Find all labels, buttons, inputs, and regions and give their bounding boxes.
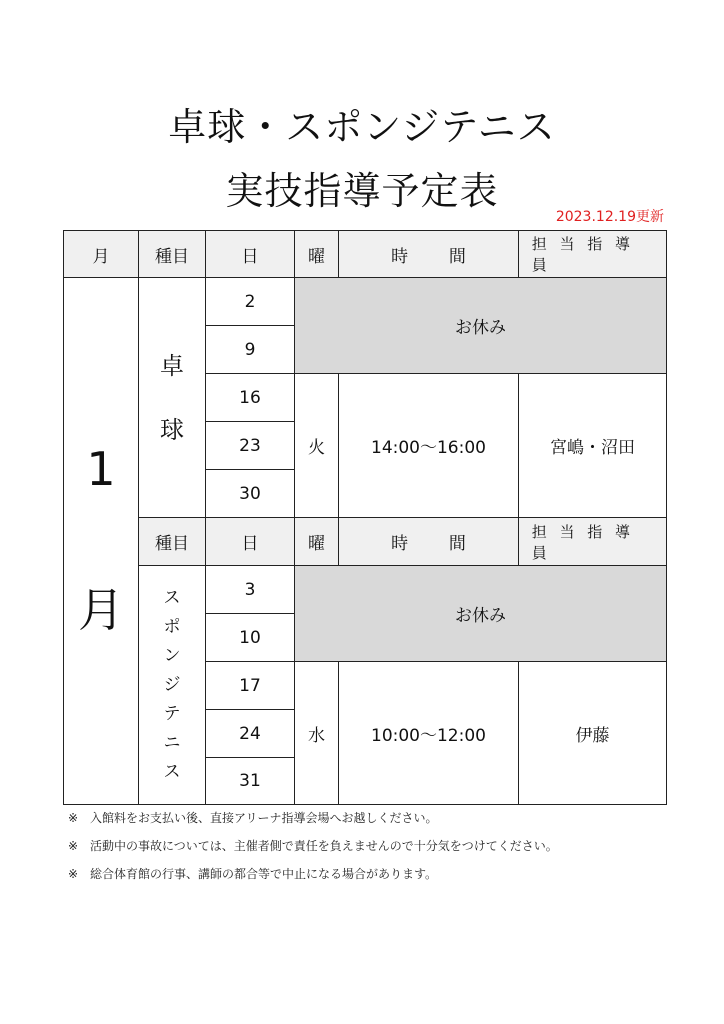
sport-table-tennis xyxy=(138,277,206,518)
day-cell: 10 xyxy=(205,613,295,662)
note-item xyxy=(68,808,558,836)
day-cell: 16 xyxy=(205,373,295,422)
sport-char: ス xyxy=(163,761,181,782)
header-weekday: 曜 xyxy=(294,517,339,566)
header-day: 日 xyxy=(205,230,295,278)
sport-sponge-tennis xyxy=(138,565,206,805)
sport-char: 卓 xyxy=(160,351,184,380)
note-mark: ※ xyxy=(68,811,79,825)
page-subtitle: 実技指導予定表 xyxy=(225,169,499,213)
sport-char: 球 xyxy=(160,415,184,444)
day-cell: 24 xyxy=(205,709,295,758)
holiday-cell: お休み xyxy=(294,277,667,374)
day-cell: 2 xyxy=(205,277,295,326)
note-text: 入館料をお支払い後、直接アリーナ指導会場へお越しください。 xyxy=(90,811,438,825)
sport-char: ン xyxy=(163,645,181,666)
note-item xyxy=(68,836,558,864)
month-cell xyxy=(63,277,139,805)
note-item xyxy=(68,864,558,892)
day-cell: 9 xyxy=(205,325,295,374)
weekday-cell: 水 xyxy=(294,661,339,805)
month-kanji: 月 xyxy=(78,583,124,637)
header-sport: 種目 xyxy=(138,517,206,566)
staff-cell: 宮嶋・沼田 xyxy=(518,373,667,518)
note-mark: ※ xyxy=(68,867,79,881)
day-cell: 3 xyxy=(205,565,295,614)
page-title: 卓球・スポンジテニス xyxy=(168,105,556,149)
day-cell: 31 xyxy=(205,757,295,805)
header-day: 日 xyxy=(205,517,295,566)
day-cell: 23 xyxy=(205,421,295,470)
sport-char: ポ xyxy=(163,616,181,637)
time-cell: 10:00～12:00 xyxy=(338,661,519,805)
staff-cell: 伊藤 xyxy=(518,661,667,805)
day-cell: 17 xyxy=(205,661,295,710)
note-text: 活動中の事故については、主催者側で責任を負えませんので十分気をつけてください。 xyxy=(90,839,558,853)
holiday-cell: お休み xyxy=(294,565,667,662)
header-month: 月 xyxy=(63,230,139,278)
note-mark: ※ xyxy=(68,839,79,853)
updated-date: 2023.12.19更新 xyxy=(555,209,664,225)
sport-char: ス xyxy=(163,587,181,608)
header-staff: 担当指導員 xyxy=(518,517,667,566)
note-text: 総合体育館の行事、講師の都合等で中止になる場合があります。 xyxy=(90,867,438,881)
time-cell: 14:00～16:00 xyxy=(338,373,519,518)
sport-char: テ xyxy=(163,703,181,724)
notes xyxy=(68,808,558,892)
month-number: 1 xyxy=(86,442,116,496)
sport-char: ジ xyxy=(163,674,181,695)
header-time: 時 間 xyxy=(338,517,519,566)
header-weekday: 曜 xyxy=(294,230,339,278)
header-time: 時 間 xyxy=(338,230,519,278)
weekday-cell: 火 xyxy=(294,373,339,518)
sport-char: ニ xyxy=(163,732,181,753)
header-staff: 担当指導員 xyxy=(518,230,667,278)
day-cell: 30 xyxy=(205,469,295,518)
header-sport: 種目 xyxy=(138,230,206,278)
